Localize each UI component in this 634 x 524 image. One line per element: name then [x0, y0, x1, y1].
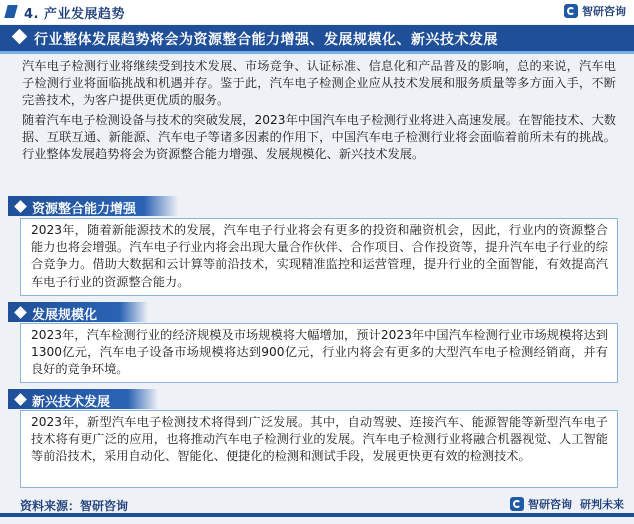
footer-brand-name: 智研咨询	[528, 498, 572, 511]
footer-brand	[504, 496, 624, 512]
section-body-emerging-tech: 2023年，新型汽车电子检测技术将得到广泛发展。其中，自动驾驶、连接汽车、能源智能等新型汽车电子技术将有更广泛的应用，也将推动汽车电子检测行业的发展。汽车电子检测行业将融合机器视觉、人工智能等前沿技术，采用自动化、智能化、便捷化的检测和测试手段，发展更快更有效的检测技术。	[20, 410, 618, 488]
section-marker-icon	[4, 5, 17, 18]
main-banner	[0, 25, 634, 54]
source-note: 资料来源：智研咨询	[20, 499, 129, 513]
brand-name: 智研咨询	[582, 5, 626, 18]
page-header	[0, 0, 634, 24]
brand-logo-icon	[564, 4, 578, 18]
section-heading: 新兴技术发展	[32, 395, 111, 410]
diamond-icon	[14, 393, 27, 406]
section-body-resource-integration: 2023年，随着新能源技术的发展，汽车电子行业将会有更多的投资和融资机会，因此，行业内的资源整合能力也将会增强。汽车电子行业内将会出现大量合作伙伴、合作项目、合作投资等，提升汽车电子行业的综合竞争力。借助大数据和云计算等前沿技术，实现精准监控和运营管理，提升行业的全面智能，有效提高汽车电子行业的资源整合能力。	[20, 218, 618, 296]
intro-text	[22, 58, 616, 163]
section-heading: 资源整合能力增强	[32, 202, 137, 217]
section-heading: 发展规模化	[32, 308, 98, 323]
section-header-scale-development	[8, 302, 148, 322]
section-body-scale-development: 2023年，汽车检测行业的经济规模及市场规模将大幅增加，预计2023年中国汽车检测行业市场规模将达到1300亿元，汽车电子设备市场规模将达到900亿元，行业内将会有更多的大型汽车电子检测经销商，并有良好的竞争环境。	[20, 323, 618, 383]
brand-logo-icon	[510, 497, 524, 511]
footer-slogan: 研判未来	[580, 498, 624, 511]
intro-paragraph-1: 汽车电子检测行业将继续受到技术发展、市场竞争、认证标准、信息化和产品普及的影响，总的来说，汽车电子检测行业将面临挑战和机遇并存。鉴于此，汽车电子检测企业应从技术发展和服务质量等多方面入手，不断完善技术，为客户提供更优质的服务。	[22, 59, 616, 107]
diamond-icon	[14, 306, 27, 319]
section-header-emerging-tech	[8, 389, 158, 409]
section-header-resource-integration	[8, 196, 178, 216]
section-title: 4. 产业发展趋势	[24, 7, 126, 22]
footer-divider	[0, 513, 634, 517]
page-footer	[0, 494, 634, 524]
diamond-icon	[14, 200, 27, 213]
diamond-icon	[12, 29, 28, 45]
header-brand	[564, 3, 626, 19]
intro-paragraph-2: 随着汽车电子检测设备与技术的突破发展，2023年中国汽车电子检测行业将进入高速发展。在智能技术、大数据、互联互通、新能源、汽车电子等诸多因素的作用下，中国汽车电子检测行业将会面临着前所未有的挑战。行业整体发展趋势将会为资源整合能力增强、发展规模化、新兴技术发展。	[22, 113, 616, 161]
main-banner-title: 行业整体发展趋势将会为资源整合能力增强、发展规模化、新兴技术发展	[34, 32, 498, 48]
